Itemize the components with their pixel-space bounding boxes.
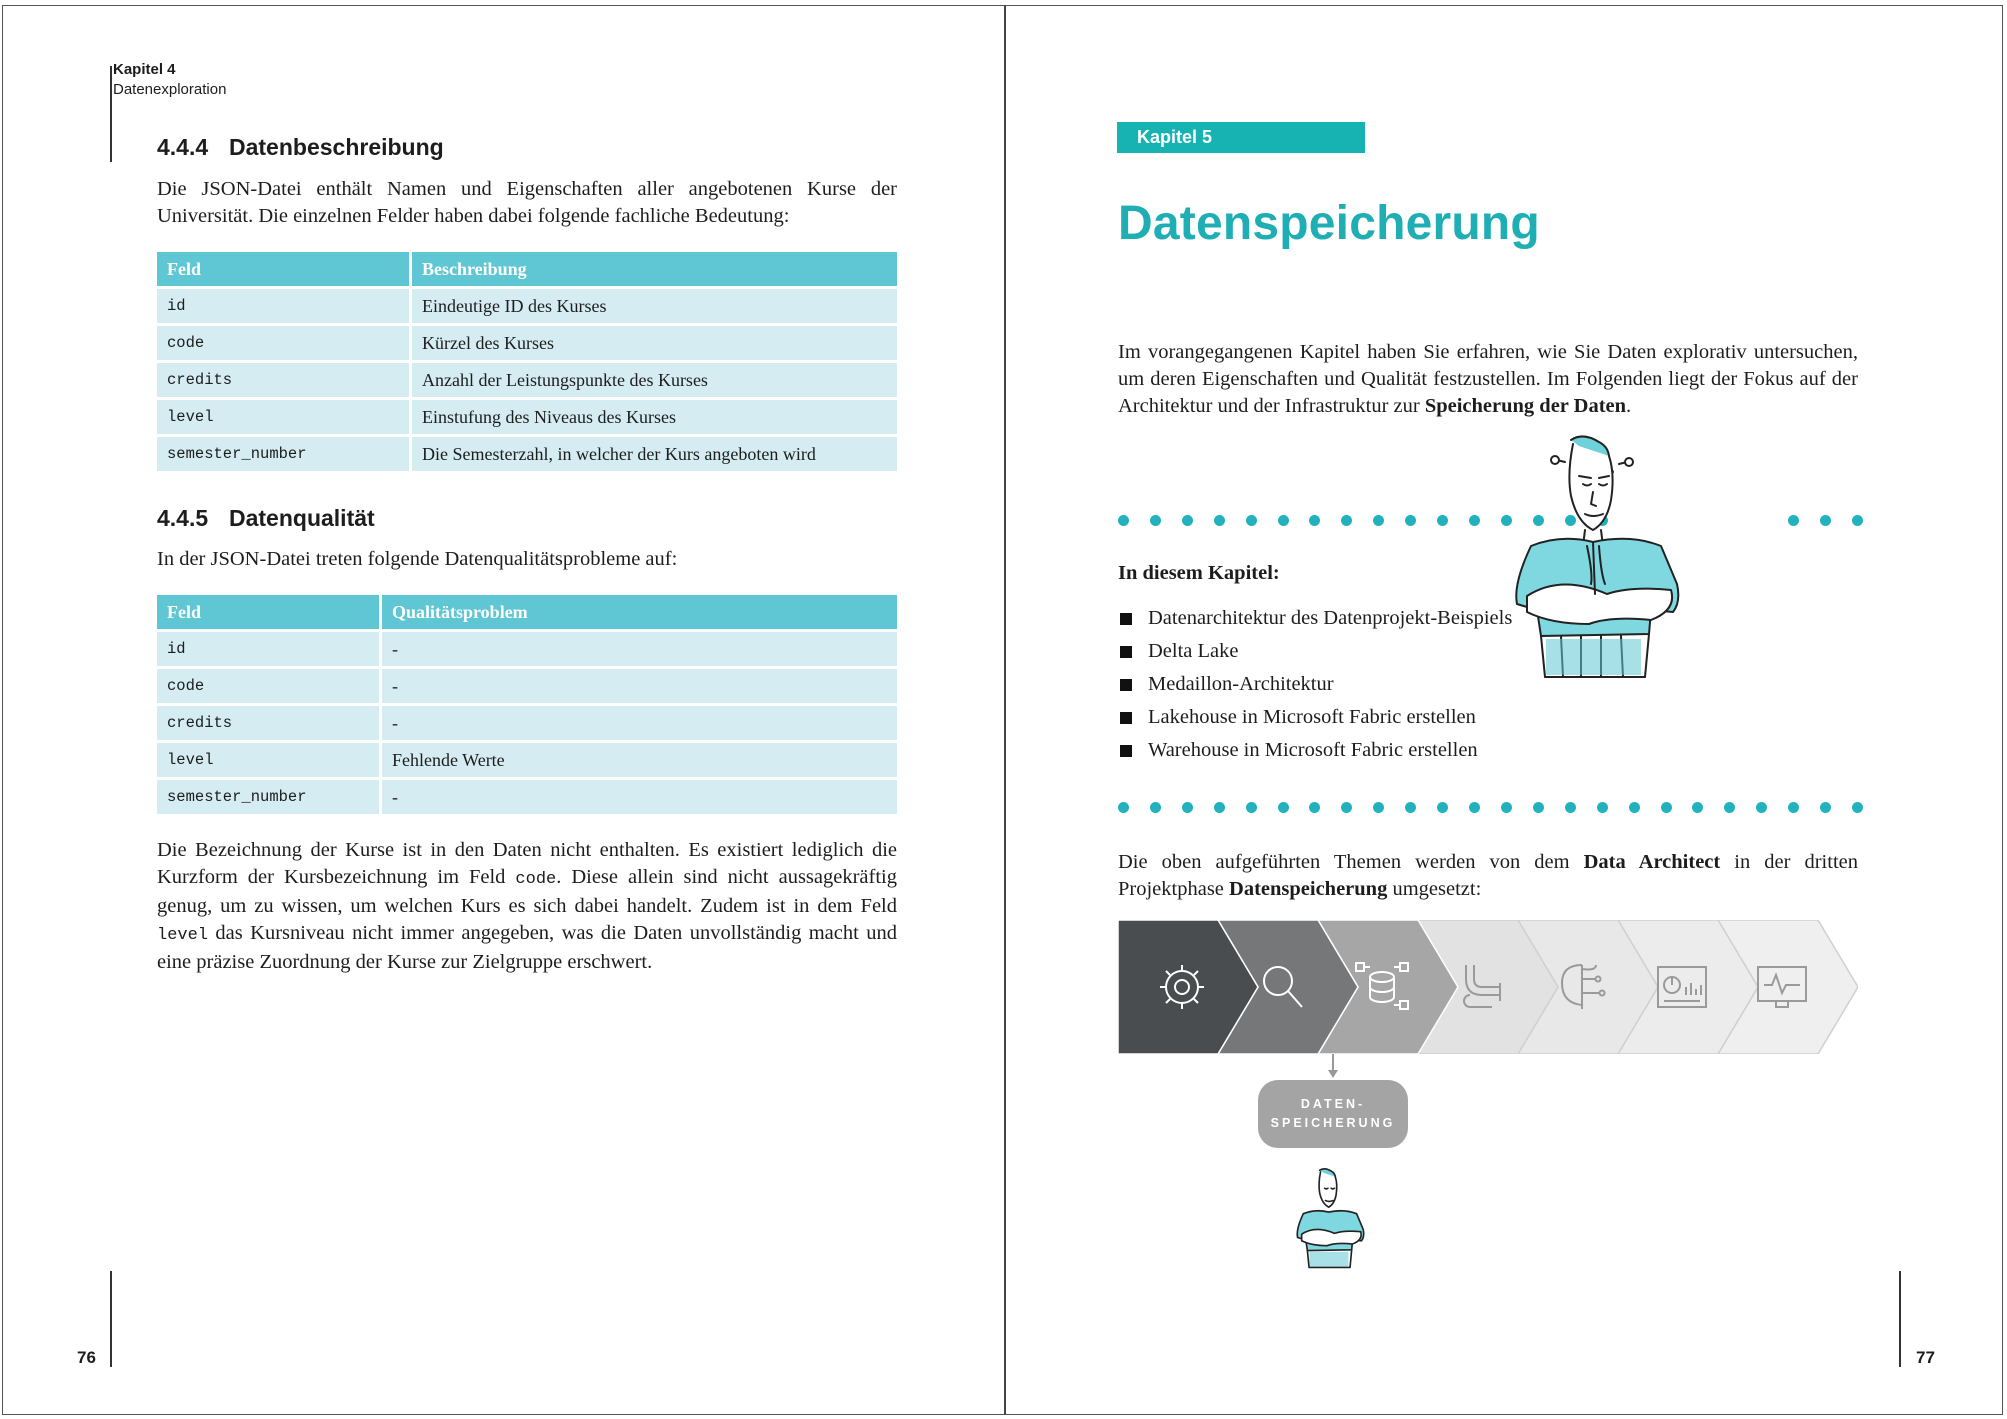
chapter-outro (1118, 849, 1858, 903)
inline-code: code (515, 870, 557, 889)
divider-dot (1405, 515, 1416, 526)
field-cell: semester_number (157, 437, 409, 471)
divider-dot (1182, 802, 1193, 813)
divider-dot (1820, 515, 1831, 526)
divider-dot (1214, 515, 1225, 526)
dot-divider-bottom (1118, 802, 1863, 814)
description-cell: Einstufung des Niveaus des Kurses (409, 400, 897, 434)
outro-bold: Data Architect (1583, 851, 1721, 873)
divider-dot (1373, 515, 1384, 526)
quality-cell: Fehlende Werte (379, 743, 897, 777)
divider-dot (1692, 802, 1703, 813)
data-architect-mascot-small (1291, 1162, 1373, 1274)
page-number-rule (110, 1271, 112, 1367)
intro-end: . (1626, 395, 1632, 417)
field-cell: semester_number (157, 780, 379, 814)
divider-dot (1373, 802, 1384, 813)
table-row (157, 780, 897, 814)
table-header-row (157, 252, 897, 286)
chapter-intro (1118, 339, 1858, 420)
intro-text: Im vorangegangenen Kapitel haben Sie erfahren, wie Sie Daten explorativ untersuchen, um deren Eigenschaften und Qualität festzustellen. Im Folgenden liegt der Fokus auf der Architektur und der Infrastruktur zur (1118, 341, 1858, 417)
divider-dot (1437, 515, 1448, 526)
table-header-cell: Beschreibung (409, 252, 897, 286)
section-number: 4.4.5 (157, 505, 209, 531)
description-cell: Kürzel des Kurses (409, 326, 897, 360)
table-row (157, 437, 897, 471)
divider-dot (1820, 802, 1831, 813)
chapter-topics-list (1118, 602, 1512, 767)
quality-cell: - (379, 706, 897, 740)
divider-dot (1469, 515, 1480, 526)
left-page (2, 5, 1006, 1415)
divider-dot (1565, 802, 1576, 813)
dot-divider-top (1118, 515, 1863, 527)
divider-dot (1118, 515, 1129, 526)
table-row (157, 400, 897, 434)
table-row (157, 363, 897, 397)
divider-dot (1214, 802, 1225, 813)
field-cell: credits (157, 363, 409, 397)
divider-dot (1469, 802, 1480, 813)
description-cell: Eindeutige ID des Kurses (409, 289, 897, 323)
divider-dot (1150, 802, 1161, 813)
closing-text: Die Bezeichnung der Kurse ist in den Daten nicht enthalten. Es existiert lediglich die Kurzform der Kursbezeichnung im Feld (157, 839, 897, 888)
running-head-rule (110, 66, 112, 162)
field-cell: code (157, 669, 379, 703)
data-architect-mascot (1501, 434, 1701, 679)
list-item: Medaillon-Architektur (1118, 668, 1512, 701)
table-header-cell: Feld (157, 595, 379, 629)
section-title: Datenbeschreibung (229, 134, 444, 160)
divider-dot (1597, 802, 1608, 813)
table-header-cell: Qualitätsproblem (379, 595, 897, 629)
divider-dot (1405, 802, 1416, 813)
page-number: 77 (1916, 1348, 1935, 1367)
inline-code: level (157, 926, 209, 945)
outro-text: umgesetzt: (1387, 878, 1482, 900)
outro-text: in der dritten Projektphase (1118, 851, 1858, 900)
right-page (1004, 5, 2003, 1415)
data-description-table (157, 249, 897, 474)
list-item: Delta Lake (1118, 635, 1512, 668)
chapter-title: Datenspeicherung (1118, 197, 1540, 250)
phase-label-line: DATEN- (1300, 1097, 1366, 1111)
divider-dot (1309, 802, 1320, 813)
outro-bold: Datenspeicherung (1229, 878, 1388, 900)
phase-label-line: SPEICHERUNG (1270, 1116, 1396, 1130)
divider-dot (1661, 802, 1672, 813)
divider-dot (1246, 802, 1257, 813)
table-row (157, 669, 897, 703)
outro-text: Die oben aufgeführten Themen werden von dem (1118, 851, 1584, 873)
section-heading-445 (157, 505, 375, 532)
phase-connector-arrow (1327, 1054, 1339, 1080)
intro-bold: Speicherung der Daten (1424, 395, 1627, 417)
table-header-cell: Feld (157, 252, 409, 286)
divider-dot (1150, 515, 1161, 526)
field-cell: level (157, 400, 409, 434)
section-445-closing (157, 837, 897, 976)
description-cell: Anzahl der Leistungspunkte des Kurses (409, 363, 897, 397)
section-title: Datenqualität (229, 505, 375, 531)
divider-dot (1118, 802, 1129, 813)
divider-dot (1852, 515, 1863, 526)
divider-dot (1182, 515, 1193, 526)
running-head-chapter: Kapitel 4 (113, 61, 176, 78)
page-number-rule (1899, 1271, 1901, 1367)
divider-dot (1341, 515, 1352, 526)
divider-dot (1533, 802, 1544, 813)
section-heading-444 (157, 134, 444, 161)
table-row (157, 289, 897, 323)
divider-dot (1788, 802, 1799, 813)
page-number: 76 (77, 1348, 96, 1367)
divider-dot (1246, 515, 1257, 526)
running-head (113, 60, 226, 100)
divider-dot (1788, 515, 1799, 526)
section-445-intro: In der JSON-Datei treten folgende Datenqualitätsprobleme auf: (157, 548, 678, 570)
list-item: Warehouse in Microsoft Fabric erstellen (1118, 734, 1512, 767)
list-item: Datenarchitektur des Datenprojekt-Beispiels (1118, 602, 1512, 635)
table-header-row (157, 595, 897, 629)
closing-text: das Kursniveau nicht immer angegeben, was die Daten unvollständig macht und eine präzise Zuordnung der Kurse zur Zielgruppe erschwert. (157, 922, 897, 973)
quality-cell: - (379, 632, 897, 666)
divider-dot (1629, 802, 1640, 813)
table-row (157, 706, 897, 740)
divider-dot (1341, 802, 1352, 813)
table-row (157, 326, 897, 360)
divider-dot (1501, 802, 1512, 813)
section-444-intro: Die JSON-Datei enthält Namen und Eigenschaften aller angebotenen Kurse der Universität. Die einzelnen Felder haben dabei folgende fachliche Bedeutung: (157, 178, 897, 227)
field-cell: level (157, 743, 379, 777)
divider-dot (1309, 515, 1320, 526)
list-item: Lakehouse in Microsoft Fabric erstellen (1118, 701, 1512, 734)
chapter-badge: Kapitel 5 (1117, 122, 1365, 153)
section-number: 4.4.4 (157, 134, 209, 160)
table-row (157, 632, 897, 666)
project-phase-arrows (1118, 920, 1858, 1054)
running-head-title: Datenexploration (113, 81, 227, 98)
divider-dot (1724, 802, 1735, 813)
description-cell: Die Semesterzahl, in welcher der Kurs angeboten wird (409, 437, 897, 471)
table-row (157, 743, 897, 777)
quality-cell: - (379, 669, 897, 703)
field-cell: id (157, 289, 409, 323)
field-cell: credits (157, 706, 379, 740)
data-quality-table (157, 592, 897, 817)
quality-cell: - (379, 780, 897, 814)
phase-label-pill (1258, 1080, 1408, 1148)
divider-dot (1852, 802, 1863, 813)
divider-dot (1437, 802, 1448, 813)
field-cell: id (157, 632, 379, 666)
divider-dot (1278, 515, 1289, 526)
divider-dot (1278, 802, 1289, 813)
chapter-box-title: In diesem Kapitel: (1118, 562, 1280, 584)
divider-dot (1756, 802, 1767, 813)
field-cell: code (157, 326, 409, 360)
closing-text: . Diese allein sind nicht aussagekräftig genug, um zu wissen, um welchen Kurs es sich dabei handelt. Zudem ist in dem Feld (157, 866, 897, 917)
